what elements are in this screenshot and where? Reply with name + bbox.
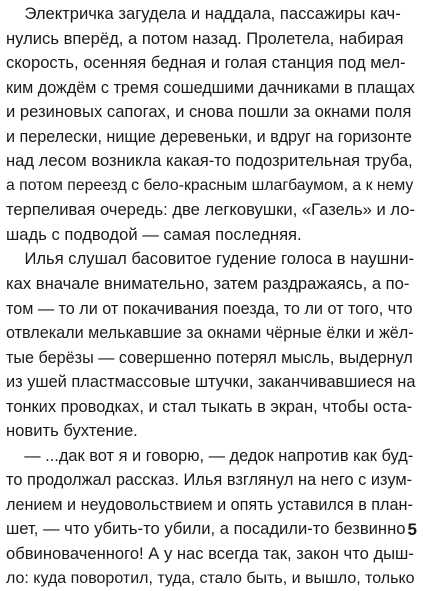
text-line: шадь с подводой — самая последняя. xyxy=(6,224,302,244)
text-line: а потом переезд с бело-красным шлагбаумом, а к нему xyxy=(6,176,414,194)
text-line: ках вначале внимательно, затем раздражаясь, а по- xyxy=(6,274,410,294)
text-line: нулись вперёд, а потом назад. Пролетела, набирая xyxy=(6,28,404,48)
page-number: 5 xyxy=(407,520,417,539)
text-line: том — то ли от покачивания поезда, то ли от того, что xyxy=(6,299,413,318)
text-line: Электричка загудела и наддала, пассажиры кач- xyxy=(6,4,401,23)
text-line: скорость, осенняя бедная и голая станция под мел- xyxy=(6,53,406,73)
text-line: то продолжал рассказ. Илья взглянул на него с изум- xyxy=(6,471,413,490)
text-line: шет, — что убить-то убили, а посадили-то безвинно xyxy=(6,519,406,539)
text-line: ло: куда поворотил, туда, стало быть, и вышло, только xyxy=(6,569,415,587)
text-line: и резиновых сапогах, и снова пошли за окнами поля xyxy=(6,102,412,122)
text-line: — ...дак вот я и говорю, — дедок напротив как буд- xyxy=(6,446,414,465)
text-line: новить бухтение. xyxy=(6,421,138,441)
text-line: лением и неудовольствием и опять уставился в план- xyxy=(6,495,413,514)
text-line: тые берёзы — совершенно потерял мысль, выдернул xyxy=(6,348,413,367)
text-line: и перелески, нищие деревеньки, и вдруг на горизонте xyxy=(6,127,412,146)
text-line: из ушей пластмассовые штучки, заканчивавшиеся на xyxy=(6,373,416,392)
text-line: тонких проводках, и стал тыкать в экран, чтобы оста- xyxy=(6,397,413,416)
text-line: над лесом возникла какая-то подозрительная труба, xyxy=(6,151,413,171)
text-line: Илья слушал басовитое гудение голоса в наушни- xyxy=(6,249,414,269)
text-line: ким дождём с тремя сошедшими дачниками в плащах xyxy=(6,78,415,97)
body-text xyxy=(6,2,416,591)
text-line: терпеливая очередь: две легковушки, «Газель» и ло- xyxy=(6,200,416,220)
text-line: отвлекали мелькавшие за окнами чёрные ёлки и жёл- xyxy=(6,324,414,343)
text-line: обвиноваченного! А у нас всегда так, закон что дыш- xyxy=(6,544,414,564)
